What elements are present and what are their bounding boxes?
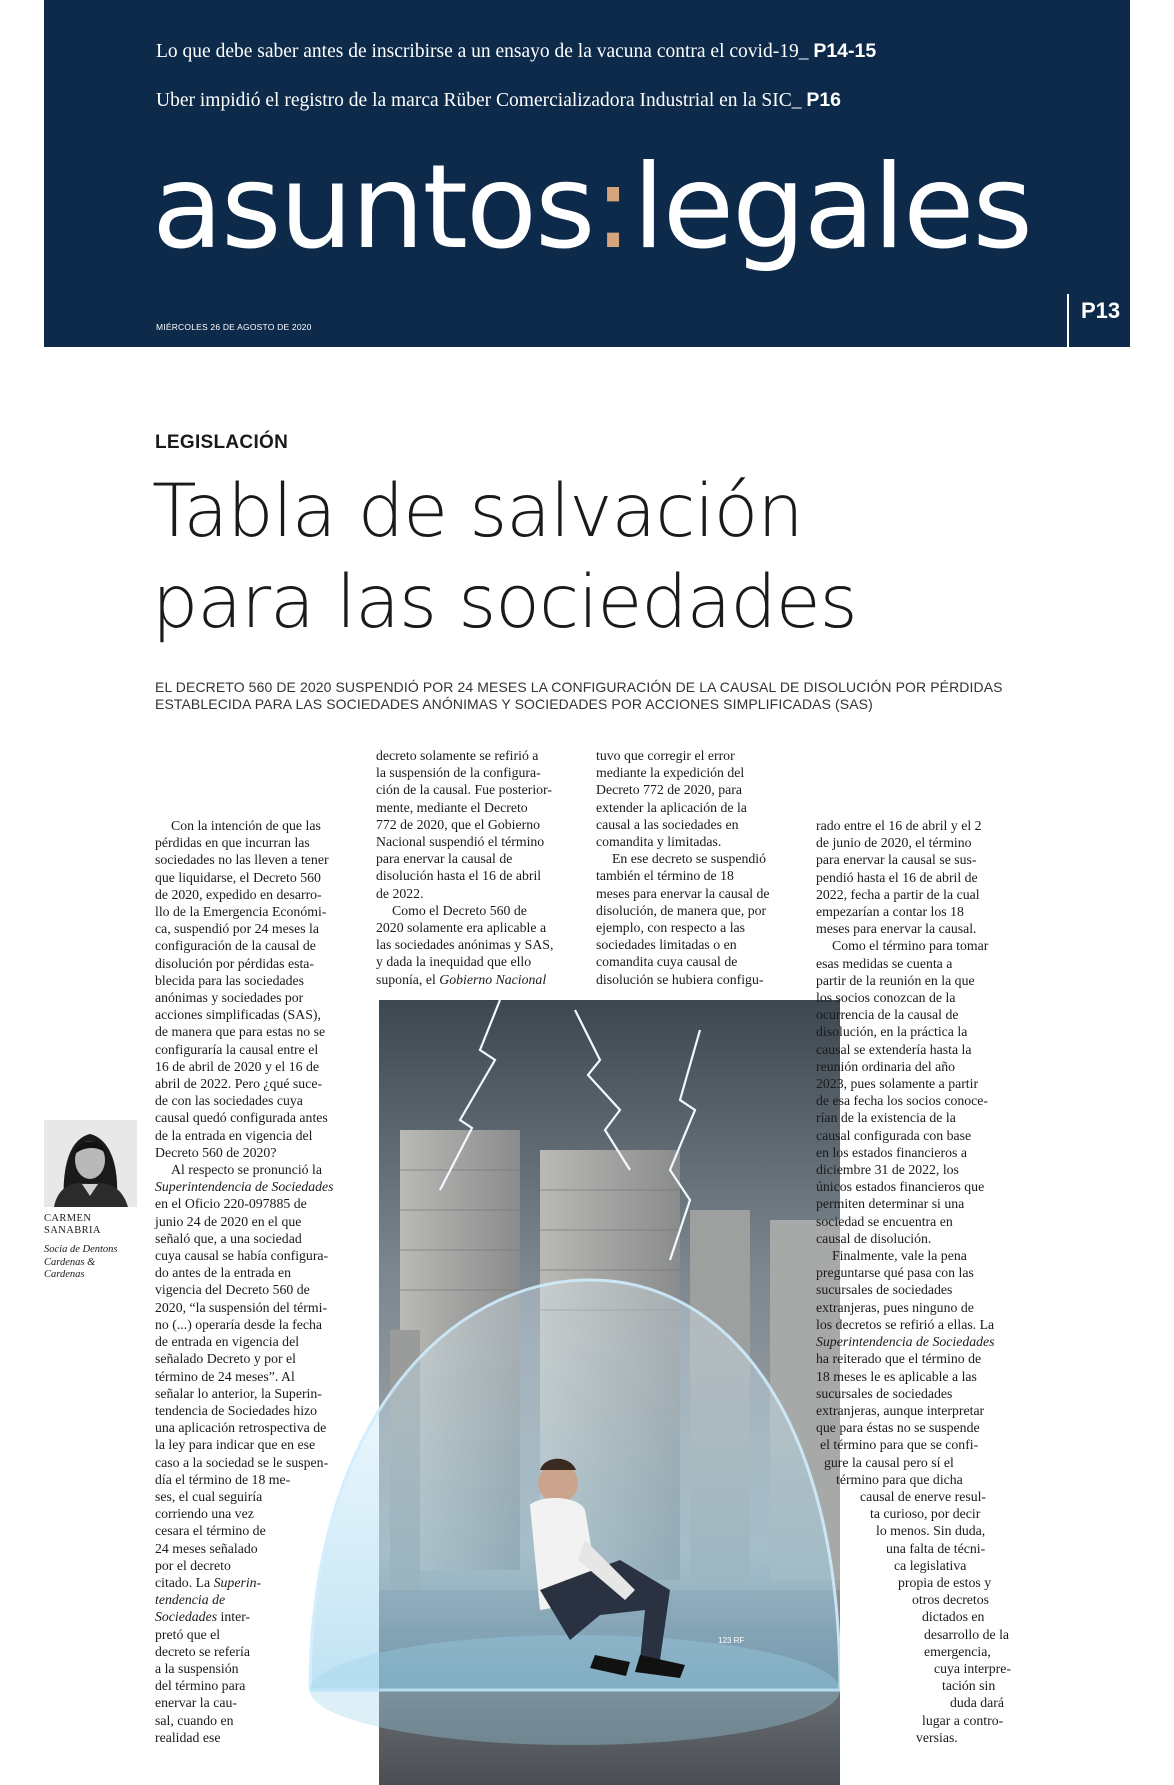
article-text-line: rían de la existencia de la [816, 1110, 956, 1126]
article-dek [155, 679, 1015, 713]
teaser-covid-vaccine[interactable] [156, 40, 876, 63]
article-text-line: sociedad se encuentra en [816, 1213, 953, 1229]
article-text-line: causal de disolución. [816, 1230, 932, 1246]
logo-colon: : [593, 140, 633, 275]
article-text-line: del término para [155, 1678, 246, 1694]
article-text-line: Al respecto se pronunció la [171, 1162, 322, 1178]
author-name [44, 1213, 101, 1237]
article-text-line: comandita y limitadas. [596, 834, 722, 850]
article-text-line: sal, cuando en [155, 1712, 234, 1728]
article-text-line: causal quedó configurada antes [155, 1110, 328, 1126]
article-text-line: ción de la causal. Fue posterior- [376, 782, 552, 798]
article-text-line: pendió hasta el 16 de abril de [816, 869, 978, 885]
article-text-line: ocurrencia de la causal de [816, 1007, 959, 1023]
article-text-line: de junio de 2020, el término [816, 835, 972, 851]
article-text-line: empezarían a contar los 18 [816, 904, 964, 920]
article-text-line: una aplicación retrospectiva de [155, 1420, 327, 1436]
article-text-line: la suspensión de la configura- [376, 765, 541, 781]
article-text-line: únicos estados financieros que [816, 1179, 985, 1195]
article-text-line: cesara el término de [155, 1523, 266, 1539]
headline [152, 466, 857, 648]
article-text-line: para enervar la causal de [376, 851, 513, 867]
teaser-uber-ruber[interactable] [156, 89, 841, 112]
article-text-line: esas medidas se cuenta a [816, 955, 953, 971]
article-text-line: 2020 solamente era aplicable a [376, 920, 547, 936]
article-text-line: mediante la expedición del [596, 765, 745, 781]
article-text-line: que liquidarse, el Decreto 560 [155, 869, 321, 885]
image-credit: 123 RF [718, 1636, 745, 1645]
article-text-line: duda dará [950, 1695, 1005, 1711]
article-text-line: caso a la sociedad se le suspen- [155, 1454, 329, 1470]
article-text-line: 16 de abril de 2020 y el 16 de [155, 1058, 319, 1074]
article-text-line: 2020, “la suspensión del térmi- [155, 1299, 328, 1315]
article-text-line: lugar a contro- [922, 1712, 1004, 1728]
teaser-page-ref: P14-15 [813, 40, 877, 62]
page-number: P13 [1081, 298, 1121, 323]
article-text-line: día el término de 18 me- [155, 1471, 291, 1487]
article-text-line: Finalmente, vale la pena [832, 1248, 967, 1264]
article-column-3 [596, 747, 796, 988]
article-text-line: Como el Decreto 560 de [392, 902, 527, 918]
article-text-line: en el Oficio 220-097885 de [155, 1196, 307, 1212]
article-text-line: 2022, fecha a partir de la cual [816, 886, 980, 902]
article-text-line: los socios conozcan de la [816, 990, 956, 1006]
article-text-line: por el decreto [155, 1557, 231, 1573]
author-first-name: CARMEN [44, 1213, 92, 1224]
article-text-line: rado entre el 16 de abril y el 2 [816, 818, 982, 833]
teaser-text: Lo que debe saber antes de inscribirse a un ensayo de la vacuna contra el covid-19_ [156, 41, 809, 62]
article-text-line: señaló que, a una sociedad [155, 1230, 302, 1246]
article-text-line: sociedades limitadas o en [596, 937, 737, 953]
article-text-line: partir de la reunión en la que [816, 972, 975, 988]
article-text-line: preguntarse qué pasa con las [816, 1265, 974, 1281]
article-text-line: ca legislativa [894, 1557, 967, 1573]
author-role-line: Cardenas & [44, 1256, 96, 1268]
article-text-line: no (...) operaría desde la fecha [155, 1316, 323, 1332]
author-photo [44, 1120, 137, 1207]
article-text-line: decreto solamente se refirió a [376, 748, 539, 763]
author-portrait-icon [44, 1120, 137, 1207]
article-text-line: sucursales de sociedades [816, 1385, 953, 1401]
logo-word-legales: legales [632, 140, 1031, 275]
article-text-line: de la entrada en vigencia del [155, 1127, 313, 1143]
headline-line-2: para las sociedades [152, 560, 857, 645]
article-text-line: 18 meses le es aplicable a las [816, 1368, 977, 1384]
article-text-line: desarrollo de la [924, 1626, 1010, 1642]
article-text-line: mente, mediante el Decreto [376, 799, 528, 815]
article-text-line: causal a las sociedades en [596, 816, 739, 832]
article-text-line: citado. La Superin- [155, 1574, 262, 1590]
article-text-line: tendencia de [155, 1592, 226, 1608]
logo-word-asuntos: asuntos [152, 140, 594, 275]
article-text-line: blecida para las sociedades [155, 972, 305, 988]
article-text-line: causal se extendería hasta la [816, 1041, 972, 1057]
article-text-line: llo de la Emergencia Económi- [155, 904, 327, 920]
article-text-line: pretó que el [155, 1626, 221, 1642]
article-text-line: gure la causal pero sí el [824, 1454, 954, 1470]
article-text-line: disolución por pérdidas esta- [155, 955, 315, 971]
article-text-line: 772 de 2020, que el Gobierno [376, 816, 540, 832]
article-text-line: término de 24 meses”. Al [155, 1368, 295, 1384]
article-text-line: de con las sociedades cuya [155, 1093, 303, 1109]
publication-logo [152, 140, 1031, 275]
page-number-box [1067, 294, 1132, 347]
dek-line-2: ESTABLECIDA PARA LAS SOCIEDADES ANÓNIMAS Y SOCIEDADES POR ACCIONES SIMPLIFICADAS (SAS) [155, 696, 873, 712]
article-text-line: ejemplo, con respecto a las [596, 920, 746, 936]
article-text-line: de 2022. [376, 885, 424, 901]
masthead [44, 0, 1130, 347]
headline-line-1: Tabla de salvación [152, 469, 803, 554]
article-text-line: ca, suspendió por 24 meses la [155, 921, 319, 937]
article-text-line: cuya causal se había configura- [155, 1248, 329, 1264]
article-text-line: dictados en [922, 1609, 985, 1625]
article-text-line: meses para enervar la causal de [596, 885, 770, 901]
article-text-line: pérdidas en que incurran las [155, 835, 310, 851]
article-text-line: causal configurada con base [816, 1127, 972, 1143]
article-text-line: los decretos se refirió a ellas. La [816, 1316, 995, 1332]
teaser-text: Uber impidió el registro de la marca Rüber Comercializadora Industrial en la SIC_ [156, 90, 802, 111]
article-text-line: disolución hasta el 16 de abril [376, 868, 542, 884]
article-text-line: tendencia de Sociedades hizo [155, 1402, 318, 1418]
section-label: LEGISLACIÓN [155, 432, 289, 453]
issue-date: MIÉRCOLES 26 DE AGOSTO DE 2020 [156, 322, 312, 332]
article-text-line: ta curioso, por decir [870, 1506, 981, 1522]
article-text-line: reunión ordinaria del año [816, 1058, 956, 1074]
article-text-line: tuvo que corregir el error [596, 748, 735, 763]
article-text-line: la ley para indicar que en ese [155, 1437, 316, 1453]
article-text-line: otros decretos [912, 1592, 990, 1608]
article-text-line: Decreto 560 de 2020? [155, 1144, 277, 1160]
article-text-line: permiten determinar si una [816, 1196, 965, 1212]
article-text-line: ha reiterado que el término de [816, 1351, 982, 1367]
article-text-line: también el término de 18 [596, 868, 734, 884]
article-text-line: acciones simplificadas (SAS), [155, 1007, 321, 1023]
article-text-line: Sociedades inter- [155, 1609, 251, 1625]
author-role-line: Socia de Dentons [44, 1244, 118, 1255]
article-text-line: Decreto 772 de 2020, para [596, 782, 742, 798]
article-column-1 [155, 817, 355, 1746]
article-text-line: enervar la cau- [155, 1695, 237, 1711]
article-text-line: el término para que se confi- [820, 1437, 979, 1453]
article-text-line: emergencia, [924, 1643, 991, 1659]
article-text-line: y dada la inequidad que ello [376, 954, 532, 970]
article-text-line: propia de estos y [898, 1574, 992, 1590]
article-text-line: 24 meses señalado [155, 1540, 258, 1556]
article-text-line: configuraría la causal entre el [155, 1041, 319, 1057]
article-text-line: 2023, pues solamente a partir [816, 1076, 979, 1092]
article-text-line: corriendo una vez [155, 1506, 254, 1522]
article-text-line: extranjeras, aunque interpretar [816, 1402, 985, 1418]
article-text-line: Como el término para tomar [832, 938, 989, 954]
article-text-line: término para que dicha [836, 1471, 963, 1487]
article-text-line: suponía, el Gobierno Nacional [376, 971, 547, 987]
article-text-line: extender la aplicación de la [596, 799, 747, 815]
author-role-line: Cardenas [44, 1269, 85, 1280]
article-text-line: señalar lo anterior, la Superin- [155, 1385, 322, 1401]
article-text-line: vigencia del Decreto 560 de [155, 1282, 310, 1298]
article-text-line: tación sin [942, 1678, 996, 1694]
dek-line-1: EL DECRETO 560 DE 2020 SUSPENDIÓ POR 24 MESES LA CONFIGURACIÓN DE LA CAUSAL DE DISOLUCIÓN POR PÉRDIDAS [155, 679, 1003, 695]
article-text-line: Con la intención de que las [171, 818, 321, 833]
article-text-line: señalado Decreto y por el [155, 1351, 296, 1367]
article-text-line: comandita cuya causal de [596, 954, 738, 970]
article-text-line: una falta de técni- [886, 1540, 986, 1556]
article-text-line: disolución, de manera que, por [596, 902, 767, 918]
teaser-page-ref: P16 [806, 89, 842, 111]
article-text-line: causal de enerve resul- [860, 1488, 987, 1504]
author-role [44, 1244, 139, 1282]
article-text-line: ses, el cual seguiría [155, 1488, 263, 1504]
article-text-line: disolución, en la práctica la [816, 1024, 968, 1040]
article-text-line: Superintendencia de Sociedades [155, 1179, 334, 1195]
article-column-2 [376, 747, 576, 988]
article-text-line: de esa fecha los socios conoce- [816, 1093, 989, 1109]
article-text-line: para enervar la causal se sus- [816, 852, 977, 868]
article-text-line: meses para enervar la causal. [816, 921, 977, 937]
article-text-line: Superintendencia de Sociedades [816, 1334, 995, 1350]
author-last-name: SANABRIA [44, 1225, 101, 1236]
article-text-line: decreto se refería [155, 1643, 250, 1659]
article-text-line: realidad ese [155, 1729, 221, 1745]
article-text-line: extranjeras, pues ninguno de [816, 1299, 974, 1315]
article-text-line: Nacional suspendió el término [376, 834, 545, 850]
article-text-line: de manera que para estas no se [155, 1024, 326, 1040]
article-text-line: En ese decreto se suspendió [612, 851, 767, 867]
article-text-line: sucursales de sociedades [816, 1282, 953, 1298]
article-text-line: en los estados financieros a [816, 1144, 967, 1160]
article-text-line: versias. [916, 1729, 958, 1745]
article-text-line: abril de 2022. Pero ¿qué suce- [155, 1076, 323, 1092]
article-text-line: diciembre 31 de 2022, los [816, 1162, 959, 1178]
article-column-4 [816, 817, 1031, 1746]
article-text-line: do antes de la entrada en [155, 1265, 291, 1281]
article-text-line: configuración de la causal de [155, 938, 316, 954]
article-text-line: lo menos. Sin duda, [876, 1523, 986, 1539]
article-text-line: anónimas y sociedades por [155, 990, 304, 1006]
article-text-line: que para éstas no se suspende [816, 1420, 980, 1436]
article-text-line: de entrada en vigencia del [155, 1334, 300, 1350]
article-text-line: cuya interpre- [934, 1660, 1011, 1676]
illustration-man-under-glass-dome [300, 1000, 840, 1785]
article-text-line: sociedades no las lleven a tener [155, 852, 329, 868]
article-text-line: las sociedades anónimas y SAS, [376, 937, 554, 953]
article-text-line: disolución se hubiera configu- [596, 971, 764, 987]
article-text-line: a la suspensión [155, 1660, 239, 1676]
article-text-line: de 2020, expedido en desarro- [155, 886, 322, 902]
article-text-line: junio 24 de 2020 en el que [155, 1213, 302, 1229]
